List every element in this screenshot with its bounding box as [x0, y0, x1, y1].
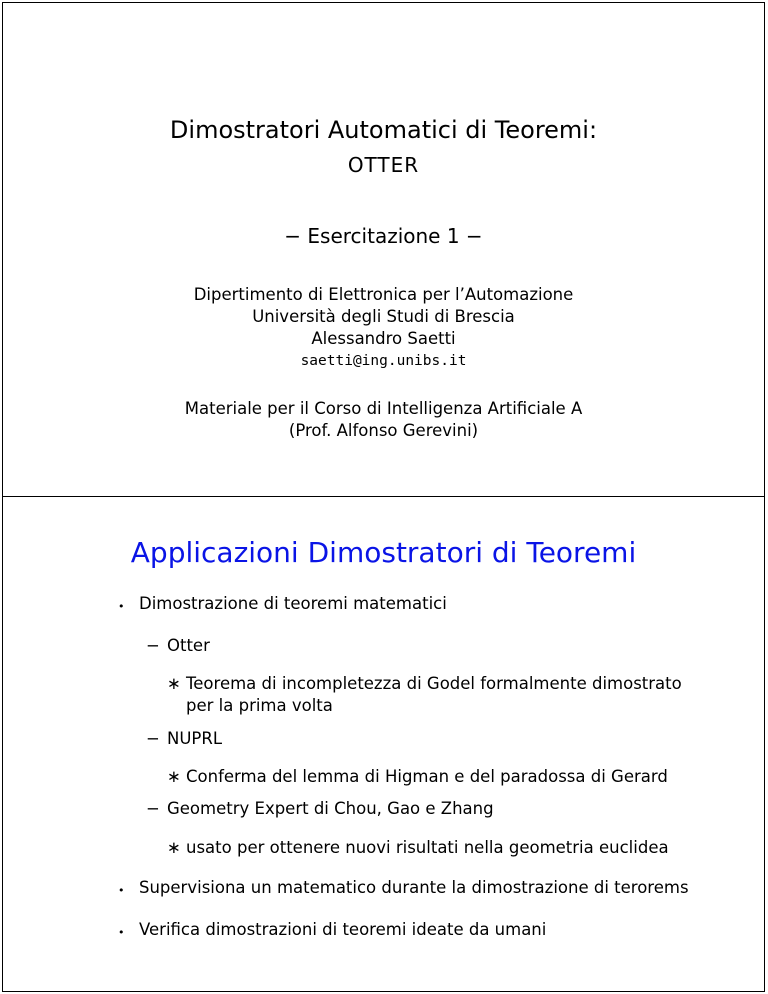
- bullet-marker: •: [118, 600, 125, 613]
- dash-marker: −: [146, 636, 160, 655]
- affiliation-block: [3, 284, 764, 372]
- bullet-marker: •: [118, 884, 125, 897]
- professor: (Prof. Alfonso Gerevini): [288, 421, 479, 440]
- course-block: [3, 398, 764, 442]
- sub-item-otter: Otter: [167, 636, 210, 655]
- bullet-item-3: Verifica dimostrazioni di teoremi ideate da umani: [139, 920, 547, 939]
- sub-sub-item-otter-line1: Teorema di incompletezza di Godel formalmente dimostrato: [186, 674, 682, 693]
- sub-sub-item-otter-line2: per la prima volta: [186, 696, 333, 715]
- sub-sub-item-geometry-expert: usato per ottenere nuovi risultati nella geometria euclidea: [186, 838, 669, 857]
- bullet-item-1: Dimostrazione di teoremi matematici: [139, 594, 447, 613]
- bullet-item-2: Supervisiona un matematico durante la dimostrazione di terorems: [139, 878, 689, 897]
- dash-marker: −: [146, 799, 160, 818]
- star-marker: ∗: [167, 674, 181, 693]
- star-marker: ∗: [167, 838, 181, 857]
- author: Alessandro Saetti: [311, 329, 456, 348]
- sub-sub-item-nuprl: Conferma del lemma di Higman e del paradossa di Gerard: [186, 767, 668, 786]
- star-marker: ∗: [167, 767, 181, 786]
- author-email: saetti@ing.unibs.it: [300, 353, 467, 369]
- dash-marker: −: [146, 729, 160, 748]
- title-slide: [2, 2, 765, 498]
- applications-slide: [2, 496, 765, 992]
- exercise-heading: − Esercitazione 1 −: [284, 224, 483, 248]
- sub-item-geometry-expert: Geometry Expert di Chou, Gao e Zhang: [167, 799, 494, 818]
- slide-title: Applicazioni Dimostratori di Teoremi: [130, 536, 637, 569]
- department: Dipertimento di Elettronica per l’Automazione: [193, 285, 574, 304]
- presentation-title: Dimostratori Automatici di Teoremi:: [169, 116, 598, 144]
- presentation-subtitle: OTTER: [347, 153, 420, 177]
- course-name: Materiale per il Corso di Intelligenza Artificiale A: [184, 399, 583, 418]
- sub-item-nuprl: NUPRL: [167, 729, 223, 748]
- bullet-marker: •: [118, 926, 125, 939]
- university: Università degli Studi di Brescia: [252, 307, 515, 326]
